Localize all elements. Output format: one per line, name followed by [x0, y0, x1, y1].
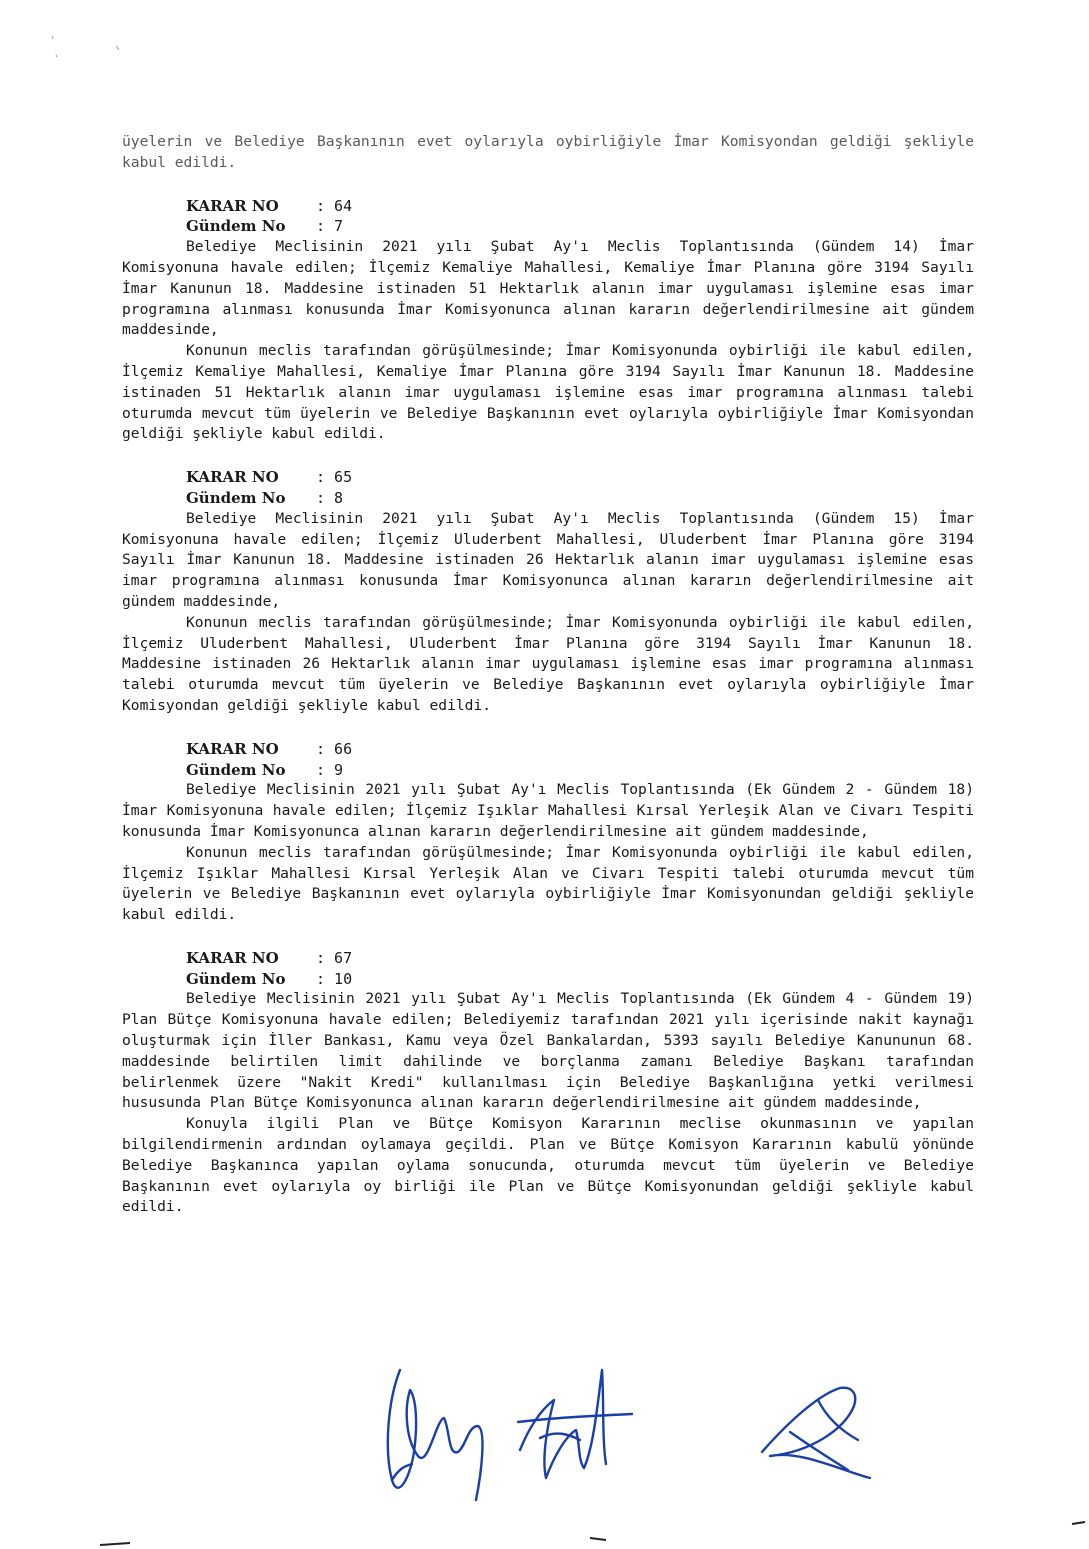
decision-block-65: [122, 467, 974, 717]
agenda-paragraph: Belediye Meclisinin 2021 yılı Şubat Ay'ı Meclis Toplantısında (Ek Gündem 4 - Gündem 19) Plan Bütçe Komisyonuna havale edilen; Belediyemiz tarafından 2021 yılı içerisinde nakit kaynağı oluşturmak için İller Bankası, Kamu veya Özel Bankalardan, 5393 sayılı Belediye Kanununun 68. maddesinde belirtilen limit dahilinde ve borçlanma zamanı Belediye Başkanı tarafından belirlenmek üzere "Nakit Kredi" kullanılması için Belediye Başkanlığına yetki verilmesi hususunda Plan Bütçe Komisyonunca alınan kararın değerlendirilmesine ait gündem maddesinde,: [122, 990, 974, 1112]
karar-no-value: : 66: [316, 739, 353, 758]
gundem-no-value: : 8: [316, 488, 344, 507]
signature-2: [520, 1370, 606, 1478]
signature-1: [388, 1370, 483, 1500]
gundem-no-value: : 10: [316, 969, 353, 988]
karar-no-label: KARAR NO: [186, 739, 279, 758]
decision-header: [186, 467, 974, 509]
gundem-no-value: : 9: [316, 760, 344, 779]
resolution-paragraph: Konunun meclis tarafından görüşülmesinde; İmar Komisyonunda oybirliği ile kabul edilen, İlçemiz Işıklar Mahallesi Kırsal Yerleşik Alan ve Civarı Tespiti talebi oturumda mevcut tüm üyelerin ve Belediye Başkanının evet oylarıyla oybirliğiyle İmar Komisyonundan geldiği şekliyle kabul edildi.: [122, 843, 974, 924]
agenda-paragraph: Belediye Meclisinin 2021 yılı Şubat Ay'ı Meclis Toplantısında (Gündem 15) İmar Komisyonuna havale edilen; İlçemiz Uluderbent Mahallesi, Uluderbent İmar Planına göre 3194 Sayılı İmar Kanunun 18. Maddesine istinaden 26 Hektarlık alanın imar uygulaması işlemine esas imar programına alınması konusunda İmar Komisyonunca alınan kararın değerlendirilmesine ait gündem maddesinde,: [122, 509, 974, 610]
intro-paragraph: üyelerin ve Belediye Başkanının evet oylarıyla oybirliğiyle İmar Komisyondan geldiği şekliyle kabul edildi.: [122, 133, 974, 171]
karar-no-label: KARAR NO: [186, 948, 279, 967]
karar-no-value: : 64: [316, 196, 353, 215]
gundem-no-label: Gündem No: [186, 488, 286, 507]
gundem-no-value: : 7: [316, 217, 344, 236]
karar-no-label: KARAR NO: [186, 468, 279, 487]
karar-no-value: : 65: [316, 468, 353, 487]
gundem-no-label: Gündem No: [186, 217, 286, 236]
gundem-no-label: Gündem No: [186, 969, 286, 988]
agenda-paragraph: Belediye Meclisinin 2021 yılı Şubat Ay'ı Meclis Toplantısında (Gündem 14) İmar Komisyonuna havale edilen; İlçemiz Kemaliye Mahallesi, Kemaliye İmar Planına göre 3194 Sayılı İmar Kanunun 18. Maddesine istinaden 51 Hektarlık alanın imar uygulaması işlemine esas imar programına alınması konusunda İmar Komisyonunca alınan kararın değerlendirilmesine ait gündem maddesinde,: [122, 238, 974, 339]
resolution-paragraph: Konunun meclis tarafından görüşülmesinde; İmar Komisyonunda oybirliği ile kabul edilen, İlçemiz Uluderbent Mahallesi, Uluderbent İmar Planına göre 3194 Sayılı İmar Kanunun 18. Maddesine istinaden 26 Hektarlık alanın imar uygulaması işlemine esas imar programına alınması talebi oturumda mevcut tüm üyelerin ve Belediye Başkanının evet oylarıyla oybirliğiyle İmar Komisyondan geldiği şekliyle kabul edildi.: [122, 613, 974, 714]
signature-3: [762, 1388, 870, 1478]
decision-header: [186, 739, 974, 781]
resolution-paragraph: Konunun meclis tarafından görüşülmesinde; İmar Komisyonunda oybirliği ile kabul edilen, İlçemiz Kemaliye Mahallesi, Kemaliye İmar Planına göre 3194 Sayılı İmar Kanunun 18. Maddesine istinaden 51 Hektarlık alanın imar uygulaması işlemine esas imar programına alınması talebi oturumda mevcut tüm üyelerin ve Belediye Başkanının evet oylarıyla oybirliğiyle İmar Komisyondan geldiği şekliyle kabul edildi.: [122, 342, 974, 443]
decision-block-67: [122, 948, 974, 1218]
document-body: [122, 132, 974, 1218]
karar-no-label: KARAR NO: [186, 196, 279, 215]
gundem-no-label: Gündem No: [186, 760, 286, 779]
resolution-paragraph: Konuyla ilgili Plan ve Bütçe Komisyon Kararının meclise okunmasının ve yapılan bilgilendirmenin ardından oylamaya geçildi. Plan ve Bütçe Komisyon Kararının kabulü yönünde Belediye Başkanınca yapılan oylama sonucunda, oturumda mevcut tüm üyelerin ve Belediye Başkanının evet oylarıyla oy birliği ile Plan ve Bütçe Komisyonundan geldiği şekliyle kabul edildi.: [122, 1115, 974, 1216]
decision-header: [186, 196, 974, 238]
signatures: [370, 1360, 930, 1510]
agenda-paragraph: Belediye Meclisinin 2021 yılı Şubat Ay'ı Meclis Toplantısında (Ek Gündem 2 - Gündem 18) İmar Komisyonuna havale edilen; İlçemiz Işıklar Mahallesi Kırsal Yerleşik Alan ve Civarı Tespiti konusunda İmar Komisyonunca alınan kararın değerlendirilmesine ait gündem maddesinde,: [122, 781, 974, 840]
decision-block-66: [122, 739, 974, 926]
decision-block-64: [122, 196, 974, 446]
karar-no-value: : 67: [316, 948, 353, 967]
decision-header: [186, 948, 974, 990]
